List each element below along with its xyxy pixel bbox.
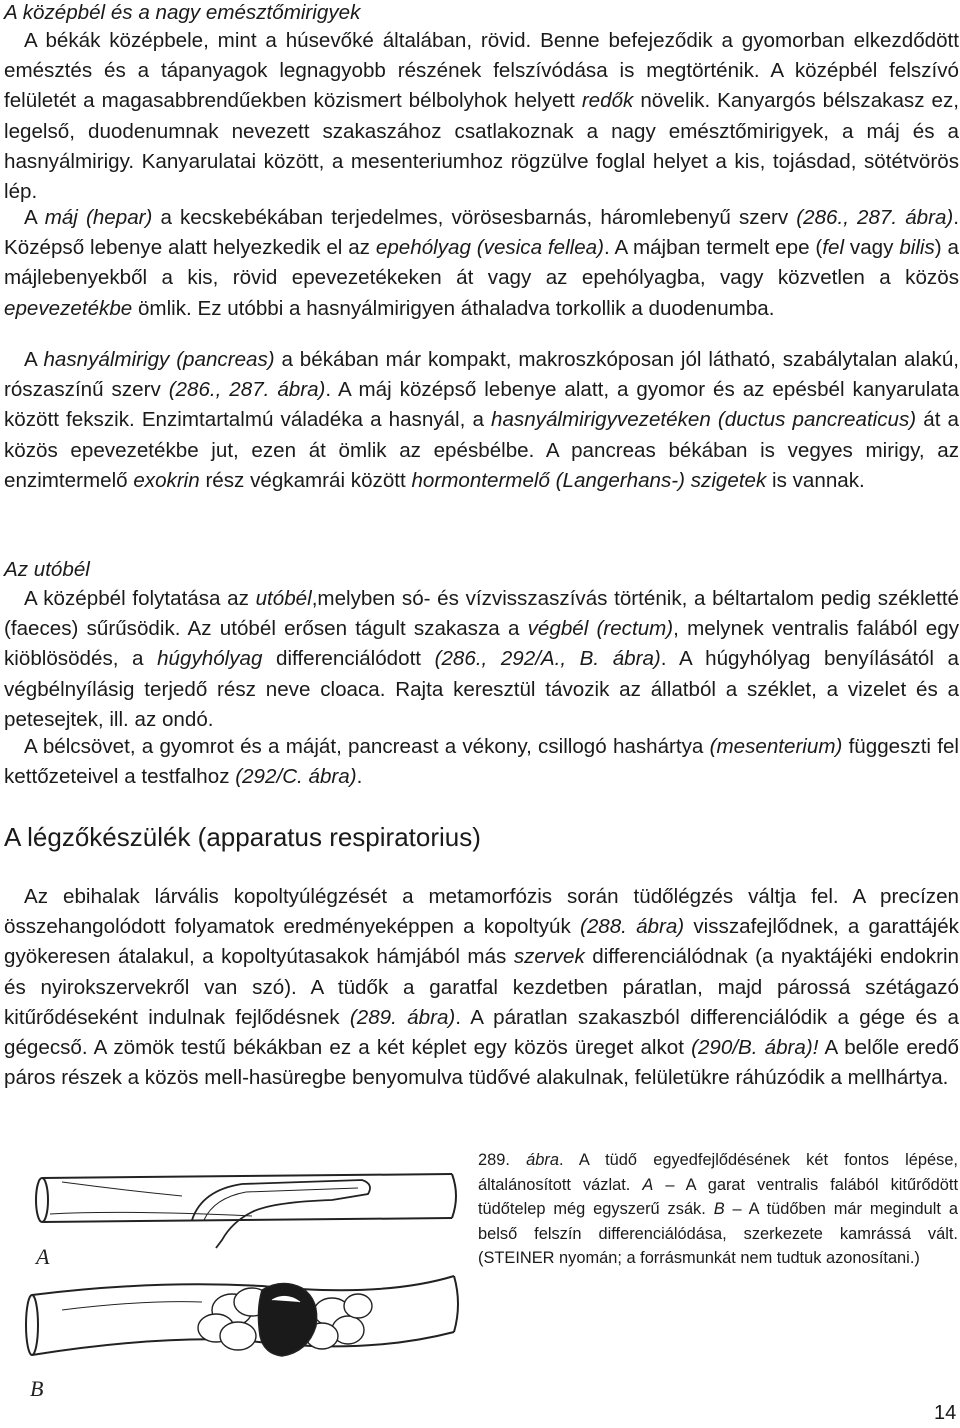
- text-run: fel: [822, 236, 845, 260]
- text-run: exokrin: [133, 468, 200, 492]
- text-run: végbél (rectum): [527, 617, 674, 641]
- text-run: A: [642, 1175, 654, 1194]
- text-run: ,melyben só- és vízvisszaszívás történik, a béltartalom pedig székletté (faeces) sűrűsödik. Az utóbél erősen tágult szakasza a: [4, 587, 959, 641]
- text-run: A: [24, 348, 44, 371]
- text-run: visszafejlődnek, a garattájék gyökeresen átalakul, a kopoltyútasakok hámjából más: [4, 915, 959, 969]
- text-run: (290/B. ábra)!: [691, 1036, 819, 1060]
- tube-a-drawing: [36, 1174, 456, 1248]
- text-run: redők: [581, 89, 634, 113]
- text-run: . A májban termelt epe (: [604, 236, 823, 260]
- text-run: 289.: [478, 1151, 527, 1169]
- text-run: . A tüdő egyedfejlődésének két fontos lépése, általánosított vázlat.: [478, 1151, 958, 1194]
- text-run: . A húgyhólyag benyílásától a végbélnyílásig terjedő rész neve cloaca. Rajta keresztül távozik az állatból a széklet, a vizelet és a petesejtek, ill. az ondó.: [4, 647, 959, 731]
- paragraph-liver: [4, 203, 959, 324]
- lung-bud-b: [198, 1283, 372, 1356]
- text-run: (288. ábra): [579, 915, 685, 939]
- text-run: rész végkamrái között: [199, 468, 412, 492]
- text-run: (286., 287. ábra): [796, 206, 954, 229]
- text-run: – A tüdőben már megindult a belső felszín differenciálódása, szerkezete kamrássá vált. (STEINER nyomán; a forrásmunkát nem tudtuk azonosítani.): [478, 1200, 958, 1268]
- page-number: 14: [934, 1402, 957, 1424]
- text-run: . Középső lebenye alatt helyezkedik el az: [4, 206, 960, 260]
- text-run: a kecskebékában terjedelmes, vörösesbarnás, háromlebenyű szerv: [152, 206, 797, 229]
- text-run: A: [24, 206, 45, 229]
- text-run: a békában már kompakt, makroszkóposan jól látható, szabálytalan alakú, rószaszínű szerv: [4, 348, 959, 402]
- paragraph-pancreas: [4, 345, 959, 496]
- text-run: – A garat ventralis falából kitűrődött tüdőtelep még egyszerű zsák.: [478, 1175, 958, 1219]
- text-run: növelik. Kanyargós bélszakasz ez, legelső, duodenumnak nevezett szakaszához csatlakoznak a nagy emésztőmirigyek, a máj és a hasnyálmirigy. Kanyarulatai között, a mesenteriumhoz rögzülve foglal helyet a kis, tojásdad, sötétvörös lép.: [4, 89, 959, 204]
- text-run: húgyhólyag: [157, 647, 263, 671]
- figure-label-a: A: [36, 1244, 50, 1269]
- text-run: differenciálódott: [262, 647, 435, 671]
- text-run: differenciálódnak (a nyaktájéki endokrin és nyirokszervekről van szó). A tüdők a garatfal kezdetben páratlan, majd párossá szétágazó kitűrődéseként indulnak fejlődésnek: [4, 945, 959, 1029]
- paragraph-hindgut: [4, 584, 959, 735]
- text-run: .: [356, 765, 363, 789]
- text-run: (292/C. ábra): [235, 765, 357, 789]
- paragraph-mesenterium: [4, 732, 959, 792]
- text-run: (289. ábra): [349, 1005, 456, 1029]
- text-run: (286., 287. ábra): [168, 378, 326, 402]
- text-run: epehólyag (vesica fellea): [375, 236, 604, 260]
- text-run: (286., 292/A., B. ábra): [434, 647, 661, 671]
- text-run: epevezetékbe: [4, 296, 133, 320]
- text-run: . A páratlan szakaszból differenciálódik a gége és a gégecső. A zömök testű békákban ez a két képlet egy közös üreget alkot: [4, 1005, 959, 1060]
- text-run: utóbél: [255, 587, 312, 610]
- text-run: , melynek ventralis falából egy kiöblösödés, a: [4, 617, 960, 671]
- text-run: B: [713, 1200, 725, 1219]
- text-run: (mesenterium): [709, 735, 843, 758]
- text-run: ) a májlebenyekből a kis, rövid epevezetékeken át vagy az epehólyagba, vagy közvetlen a közös: [4, 236, 959, 290]
- figure-289-caption: [478, 1148, 958, 1271]
- text-run: hormontermelő (Langerhans-) szigetek: [411, 468, 767, 492]
- text-run: bilis: [899, 236, 935, 260]
- text-run: ábra: [526, 1151, 559, 1169]
- paragraph-respiratory: [4, 882, 959, 1093]
- paragraph-midgut: [4, 26, 959, 207]
- text-run: függeszti fel kettőzeteivel a testfalhoz: [4, 735, 959, 789]
- chapter-heading-respiratory: A légzőkészülék (apparatus respiratorius): [4, 822, 481, 852]
- text-run: vagy: [844, 236, 900, 260]
- text-run: hasnyálmirigy (pancreas): [43, 348, 275, 371]
- section-heading-hindgut: [4, 557, 90, 583]
- text-run: A középbél folytatása az: [24, 587, 256, 610]
- section-heading-midgut: A középbél és a nagy emésztőmirigyek: [4, 1, 361, 24]
- text-run: hasnyálmirigyvezetéken (ductus pancreaticus): [491, 408, 917, 432]
- text-run: szervek: [513, 945, 585, 969]
- text-run: . A máj középső lebenye alatt, a gyomor és az epésbél kanyarulata között fekszik. Enzimtartalmú váladéka a hasnyál, a: [4, 378, 959, 432]
- text-run: A bélcsövet, a gyomrot és a máját, pancreast a vékony, csillogó hashártya: [24, 735, 710, 758]
- text-run: máj (hepar): [44, 206, 153, 229]
- text-run: át a közös epevezetékbe jut, ezen át ömlik az epésbélbe. A pancreas békában is vegyes mirigy, az enzimtermelő: [4, 408, 960, 492]
- figure-289-illustration: [2, 1160, 472, 1405]
- text-run: A belőle eredő páros részek a közös mell-hasüregbe benyomulva tüdővé alakulnak, felületükre ráhúzódik a mellhártya.: [4, 1036, 959, 1090]
- text-run: is vannak.: [766, 468, 865, 492]
- text-run: ömlik. Ez utóbbi a hasnyálmirigyen áthaladva torkollik a duodenumba.: [132, 296, 775, 320]
- figure-label-b: B: [30, 1376, 44, 1401]
- text-run: A békák középbele, mint a húsevőké általában, rövid. Benne befejeződik a gyomorban elkezdődött emésztés és a tápanyagok legnagyobb részének felszívódása is megtörténik. A középbél felszívó felületét a magasabbrendűekben közismert bélbolyhok helyett: [4, 29, 959, 113]
- section-heading-hindgut-text: Az utóbél: [4, 558, 90, 581]
- text-run: Az ebihalak lárvális kopoltyúlégzését a metamorfózis során tüdőlégzés váltja fel. A precízen összehangolódott folyamatok eredményeképpen a kopoltyúk: [4, 885, 959, 939]
